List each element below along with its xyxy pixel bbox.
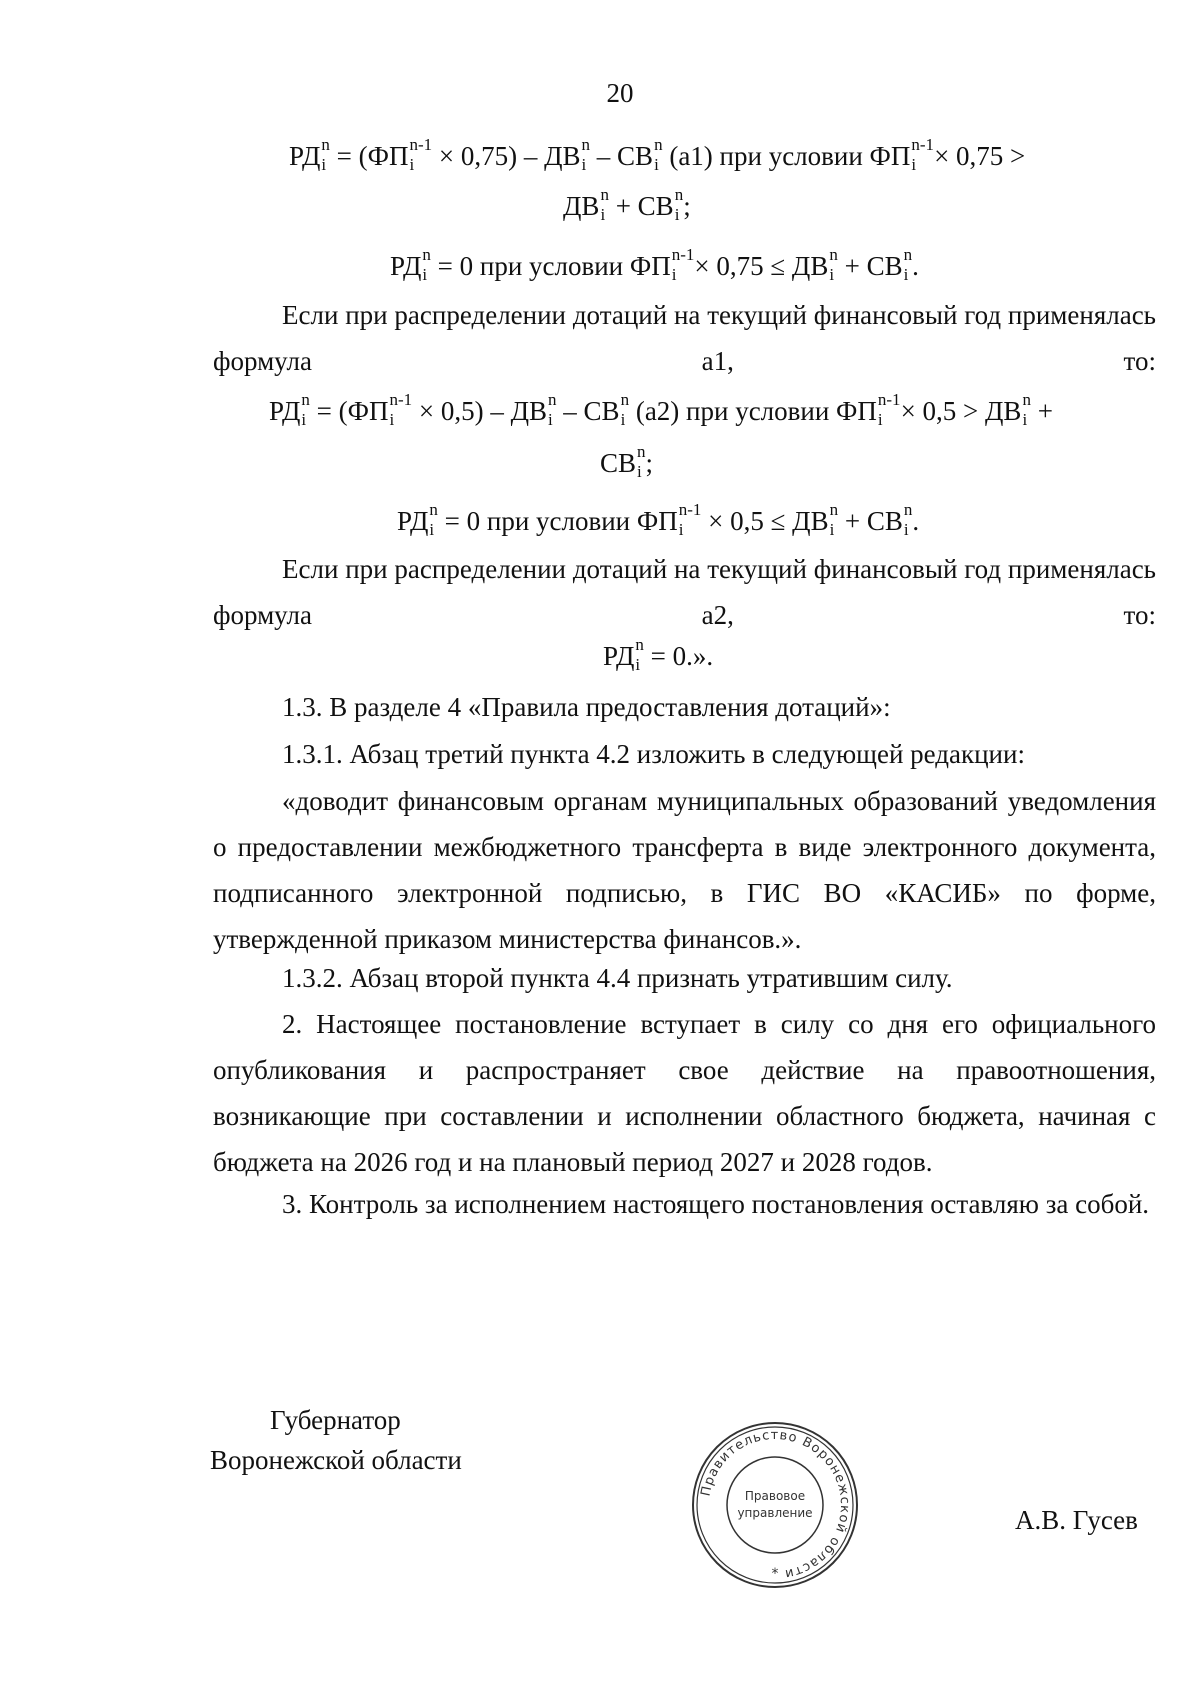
formula-a2-zero: РД n i = 0 при условии ФП n-1 i × 0,5 ≤ ДВ n i + СВ n i .: [397, 499, 920, 539]
page-number: 20: [606, 78, 634, 108]
paragraph-1-3-1: 1.3.1. Абзац третий пункта 4.2 изложить в следующей редакции:: [282, 739, 1025, 769]
signature-title: [210, 1400, 462, 1480]
official-stamp: [690, 1420, 860, 1590]
paragraph-a1-condition: Если при распределении дотаций на текущий финансовый год применялась формула а1, то:: [213, 300, 1156, 376]
formula-zero-final: РД n i = 0.».: [603, 634, 714, 674]
stamp-star: *: [771, 1566, 779, 1582]
paragraph-1-3-2: 1.3.2. Абзац второй пункта 4.4 признать утратившим силу.: [282, 963, 953, 993]
signature-title-line2: Воронежской области: [210, 1445, 462, 1475]
paragraph-quote: «доводит финансовым органам муниципальных образований уведомления о предоставлении межбюджетного трансферта в виде электронного документа, подписанного электронной подписью, в ГИС ВО «КАСИБ» по форме, утвержденной приказом министерства финансов.».: [213, 786, 1156, 954]
formula-a2-line1: РД n i = (ФП n-1 i × 0,5) – ДВ n i – СВ n i (а2) при условии ФП n-1 i × 0,5 > ДВ n i +: [269, 389, 1053, 429]
signature-title-line1: Губернатор: [270, 1405, 401, 1435]
signature-name: А.В. Гусев: [1015, 1505, 1138, 1535]
paragraph-3: 3. Контроль за исполнением настоящего постановления оставляю за собой.: [282, 1189, 1150, 1219]
formula-a1-line1: РД n i = (ФП n-1 i × 0,75) – ДВ n i – СВ n i (а1) при условии ФП n-1 i × 0,75 >: [289, 134, 1026, 174]
paragraph-2: 2. Настоящее постановление вступает в силу со дня его официального опубликования и распространяет свое действие на правоотношения, возникающие при составлении и исполнении областного бюджета, начиная с бюджета на 2026 год и на плановый период 2027 и 2028 годов.: [213, 1009, 1156, 1177]
paragraph-1-3: 1.3. В разделе 4 «Правила предоставления дотаций»:: [282, 692, 891, 722]
svg-text:Правительство Воронежской обла: [699, 1428, 853, 1581]
stamp-inner-line1: Правовое: [744, 1489, 806, 1503]
formula-a1-zero: РД n i = 0 при условии ФП n-1 i × 0,75 ≤ ДВ n i + СВ n i .: [390, 244, 919, 284]
formula-a2-line2: СВ n i ;: [600, 441, 654, 481]
paragraph-a2-condition: Если при распределении дотаций на текущий финансовый год применялась формула а2, то:: [213, 554, 1156, 630]
stamp-outer-text: Правительство Воронежской области: [698, 1427, 853, 1582]
stamp-inner-line2: управление: [737, 1506, 813, 1520]
formula-a1-line2: ДВ n i + СВ n i ;: [563, 184, 691, 224]
